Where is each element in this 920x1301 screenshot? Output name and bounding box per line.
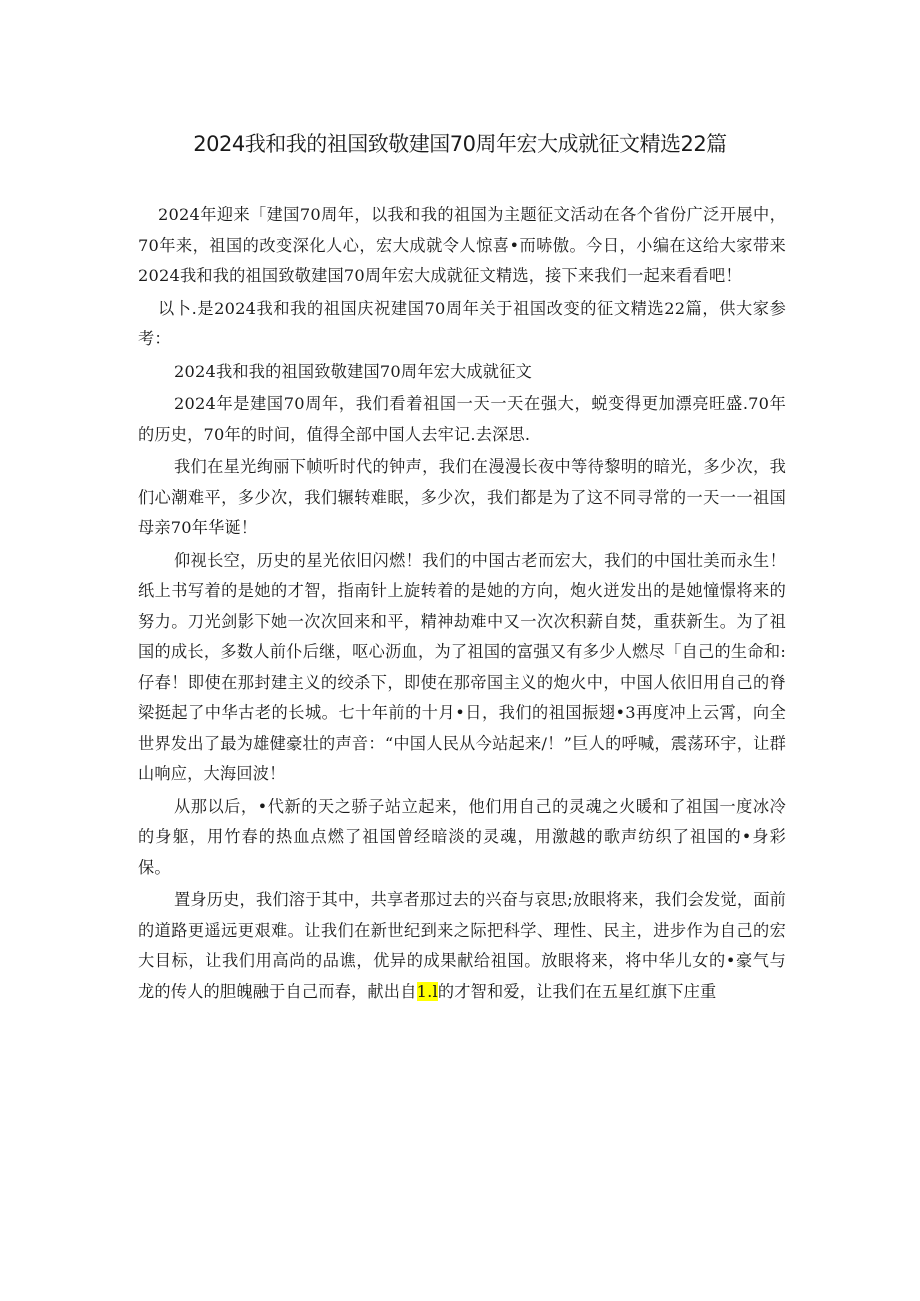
document-body	[138, 200, 786, 1009]
body-paragraph-last	[138, 885, 786, 1007]
body-paragraph: 从那以后，•代新的天之骄子站立起来，他们用自己的灵魂之火暖和了祖国一度冰冷的身躯，用竹春的热血点燃了祖国曾经暗淡的灵魂，用激越的歌声纺织了祖国的•身彩保。	[138, 796, 786, 877]
paragraph-text-after: 的才智和爱，让我们在五星红旗下庄重	[437, 981, 717, 1001]
highlighted-text: 1.l	[416, 981, 438, 1001]
document-title: 2024我和我的祖国致敬建国70周年宏大成就征文精选22篇	[193, 132, 727, 156]
body-paragraph: 我们在星光绚丽下帧听时代的钟声，我们在漫漫长夜中等待黎明的暗光，多少次，我们心潮难平，多少次，我们辗转难眠，多少次，我们都是为了这不同寻常的一天一一祖国母亲70年华诞！	[138, 457, 786, 537]
intro-paragraph: 2024年迎来「建国70周年，以我和我的祖国为主题征文活动在各个省份广泛开展中，70年来，祖国的改变深化人心，宏大成就令人惊喜•而哧傲。今日，小编在这给大家带来2024我和我的祖国致敬建国70周年宏大成就征文精选，接下来我们一起来看看吧！	[138, 205, 786, 285]
body-paragraph: 仰视长空，历史的星光依旧闪燃！我们的中国古老而宏大，我们的中国壮美而永生！纸上书写着的是她的才智，指南针上旋转着的是她的方向，炮火迸发出的是她憧憬将来的努力。刀光剑影下她一次次回来和平，精神劫难中又一次次积薪自焚，重获新生。为了祖国的成长，多数人前仆后继，呕心沥血，为了祖国的富强又有多少人燃尽「自己的生命和:仔春！即使在那封建主义的绞杀下，即使在那帝国主义的炮火中，中国人依旧用自己的脊梁挺起了中华古老的长城。七十年前的十月•日，我们的祖国振翅•3再度冲上云霄，向全世界发出了最为雄健豪壮的声音：“中国人民从今站起来/！”巨人的呼喊，震荡环宇，让群山响应，大海回波！	[138, 550, 786, 783]
paragraph-text-before: 置身历史，我们溶于其中，共享者那过去的兴奋与哀思;放眼将来，我们会发觉，面前的道路更遥远更艰难。让我们在新世纪到来之际把科学、理性、民主，进步作为自己的宏大目标，让我们用高尚的品谯，优异的成果献给祖国。放眼将来，将中华儿女的•豪气与龙的传人的胆魄融于自己而春，献出自	[138, 890, 786, 1001]
body-paragraph: 2024年是建国70周年，我们看着祖国一天一天在强大，蜕变得更加漂亮旺盛.70年的历史，70年的时间，值得全部中国人去牢记.去深思.	[138, 394, 786, 444]
section-heading: 2024我和我的祖国致敬建国70周年宏大成就征文	[174, 361, 532, 381]
summary-paragraph: 以卜.是2024我和我的祖国庆祝建国70周年关于祖国改变的征文精选22篇，供大家参考：	[138, 298, 786, 348]
